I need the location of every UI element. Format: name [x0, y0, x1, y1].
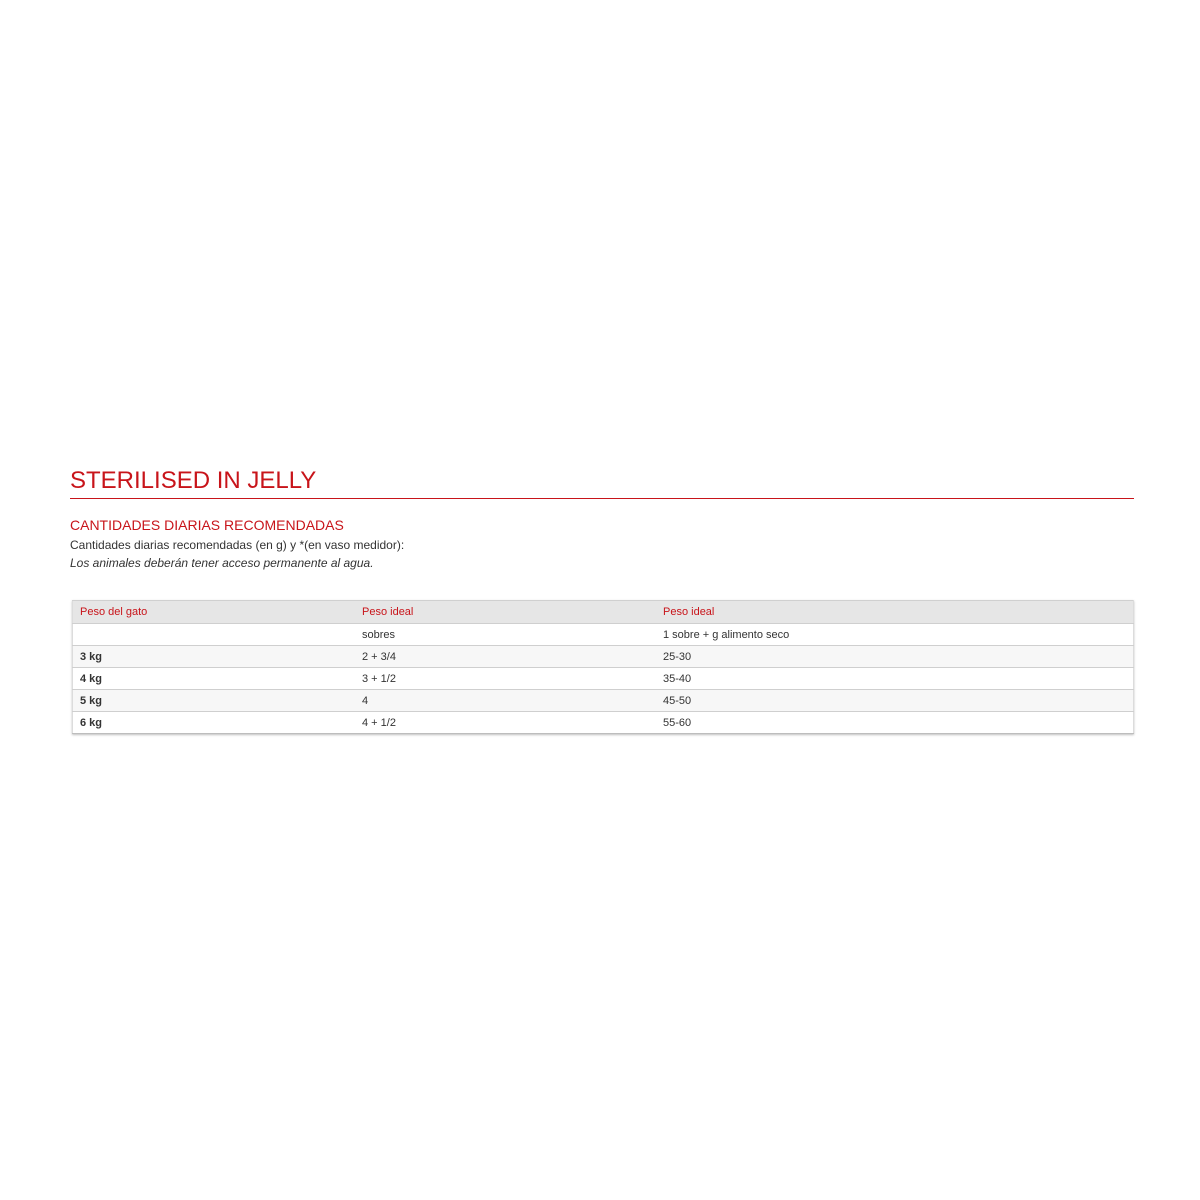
mixed-cell: 55-60 [656, 712, 1134, 734]
table-row [73, 690, 1134, 712]
feeding-table [72, 600, 1134, 734]
cat-weight-cell [73, 624, 356, 646]
pouches-cell: 3 + 1/2 [355, 668, 656, 690]
table-row [73, 624, 1134, 646]
cat-weight-cell: 3 kg [73, 646, 356, 668]
table-row [73, 646, 1134, 668]
cat-weight-cell: 6 kg [73, 712, 356, 734]
pouches-cell: sobres [355, 624, 656, 646]
water-note: Los animales deberán tener acceso permanente al agua. [70, 556, 374, 570]
column-header-cat-weight: Peso del gato [73, 601, 356, 624]
column-header-ideal-weight-pouches: Peso ideal [355, 601, 656, 624]
feeding-table-header [73, 601, 1134, 624]
mixed-cell: 45-50 [656, 690, 1134, 712]
feeding-table-body [73, 624, 1134, 734]
pouches-cell: 2 + 3/4 [355, 646, 656, 668]
pouches-cell: 4 [355, 690, 656, 712]
product-title: STERILISED IN JELLY [70, 467, 1134, 499]
cat-weight-cell: 4 kg [73, 668, 356, 690]
feeding-description: Cantidades diarias recomendadas (en g) y *(en vaso medidor): [70, 538, 405, 552]
pouches-cell: 4 + 1/2 [355, 712, 656, 734]
cat-weight-cell: 5 kg [73, 690, 356, 712]
table-row [73, 712, 1134, 734]
table-row [73, 668, 1134, 690]
mixed-cell: 25-30 [656, 646, 1134, 668]
feeding-guide-section [70, 467, 1134, 734]
mixed-cell: 35-40 [656, 668, 1134, 690]
mixed-cell: 1 sobre + g alimento seco [656, 624, 1134, 646]
header-row [73, 601, 1134, 624]
column-header-ideal-weight-mixed: Peso ideal [656, 601, 1134, 624]
section-subtitle: CANTIDADES DIARIAS RECOMENDADAS [70, 517, 344, 533]
